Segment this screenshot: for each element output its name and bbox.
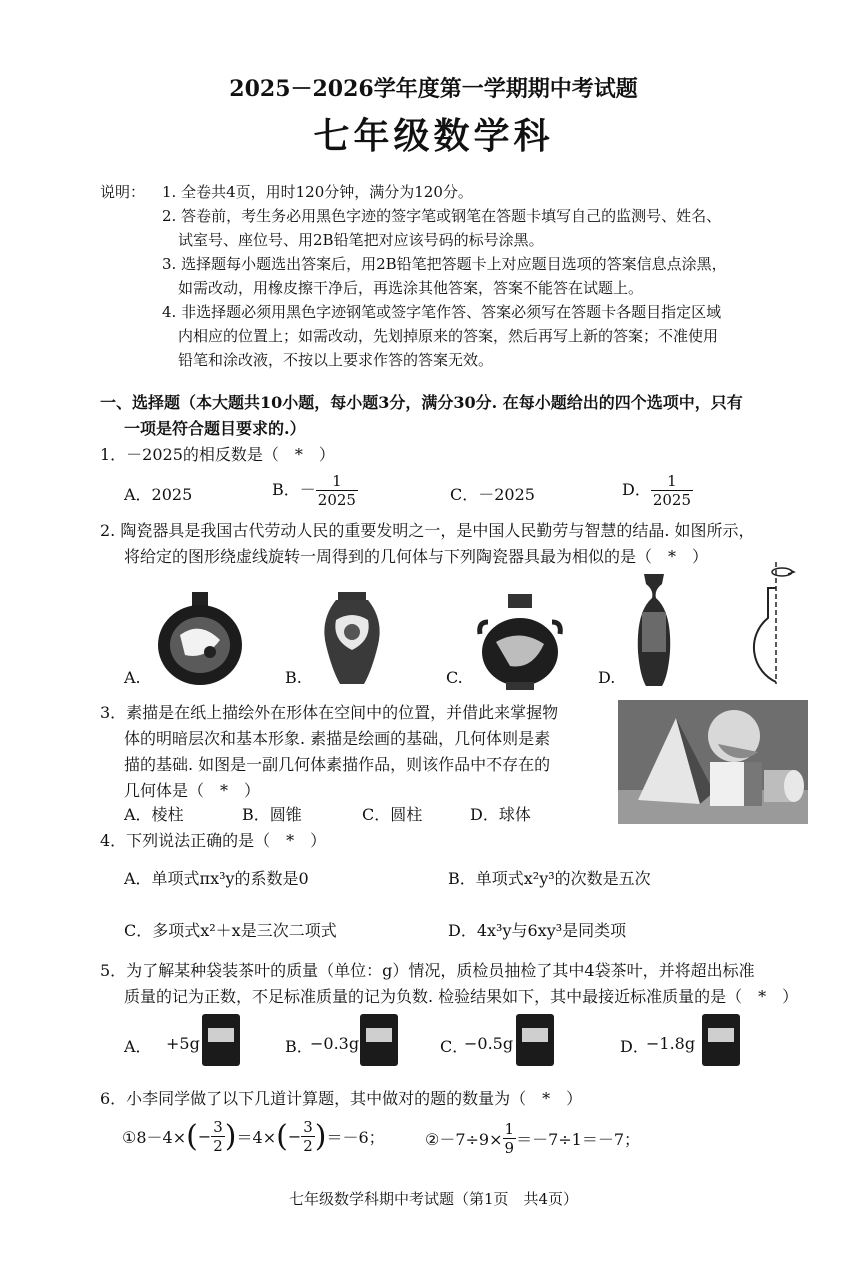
q3-option-a: A．棱柱: [124, 805, 184, 824]
q1-option-a: A．2025: [124, 485, 193, 504]
instruction-line: 试室号、座位号、用2B铅笔把对应该号码的标号涂黑。: [178, 231, 544, 249]
q5-option-d-label: D．: [620, 1037, 649, 1056]
q2-label-a: A.: [124, 668, 141, 687]
q6-expression-1: [122, 1118, 385, 1155]
geometry-sketch-image: [618, 700, 808, 824]
instruction-line: 铅笔和涂改液，不按以上要求作答的答案无效。: [178, 351, 494, 369]
q6-expression-2: [425, 1120, 640, 1157]
q3-line3: 描的基础. 如图是一副几何体素描作品，则该作品中不存在的: [124, 755, 551, 774]
section-heading: 一、选择题（本大题共10小题，每小题3分，满分30分. 在每小题给出的四个选项中，只有: [100, 393, 743, 412]
fraction: [651, 472, 693, 509]
denominator: 2025: [652, 491, 692, 509]
q5-line2: 质量的记为正数，不足标准质量的记为负数. 检验结果如下，其中最接近标准质量的是（ * ）: [124, 987, 799, 1006]
fraction: [301, 1118, 315, 1155]
tea-bag-a-image: [200, 1014, 242, 1066]
denominator: 2: [213, 1137, 223, 1155]
q4-option-b: B．单项式x²y³的次数是五次: [448, 869, 651, 888]
q1-option-d: [622, 472, 693, 509]
q3-line4: 几何体是（ * ）: [124, 781, 261, 800]
q4-option-d: D．4x³y与6xy³是同类项: [448, 921, 627, 940]
denominator: 9: [504, 1139, 515, 1157]
q2-line1: 2. 陶瓷器具是我国古代劳动人民的重要发明之一，是中国人民勤劳与智慧的结晶. 如图所示，: [100, 521, 755, 540]
q5-option-a-label: A．: [124, 1037, 152, 1056]
minus-sign: −: [287, 1127, 302, 1146]
q4-stem: 4．下列说法正确的是（ * ）: [100, 831, 327, 850]
q3-line1: 3．素描是在纸上描绘外在形体在空间中的位置，并借此来掌握物: [100, 703, 559, 722]
instruction-line: 3. 选择题每小题选出答案后，用2B铅笔把答题卡上对应题目选项的答案信息点涂黑，: [162, 255, 727, 273]
page-footer: 七年级数学科期中考试题（第1页 共4页）: [288, 1190, 579, 1208]
minus-sign: －: [299, 480, 316, 499]
instruction-line: 4. 非选择题必须用黑色字迹钢笔或签字笔作答、答案必须写在答题卡各题目指定区域: [162, 303, 722, 321]
expression-part: ①8－4×: [122, 1128, 187, 1147]
q5-option-b-value: −0.3g: [310, 1034, 360, 1053]
q2-label-b: B.: [285, 668, 302, 687]
subject-title: 七年级数学科: [313, 115, 554, 157]
denominator: 2025: [317, 491, 356, 509]
option-label: D．: [622, 480, 651, 499]
q2-line2: 将给定的图形绕虚线旋转一周得到的几何体与下列陶瓷器具最为相似的是（ * ）: [124, 547, 709, 566]
numerator: 1: [332, 472, 342, 490]
numerator: 1: [504, 1120, 515, 1138]
fraction: [211, 1118, 225, 1155]
q6-stem: 6．小李同学做了以下几道计算题，其中做对的题的数量为（ * ）: [100, 1089, 583, 1108]
denominator: 2: [303, 1137, 313, 1155]
q3-option-d: D．球体: [470, 805, 531, 824]
q1-stem: 1．－2025的相反数是（ * ）: [100, 445, 335, 464]
q1-option-c: C．－2025: [450, 485, 535, 504]
q5-option-d-value: −1.8g: [646, 1034, 696, 1053]
q3-option-c: C．圆柱: [362, 805, 423, 824]
q5-option-c-value: −0.5g: [464, 1034, 514, 1053]
left-paren: (: [186, 1118, 198, 1154]
instruction-line: 2. 答卷前，考生务必用黑色字迹的签字笔或钢笔在答题卡填写自己的监测号、姓名、: [162, 207, 722, 225]
q4-option-c: C．多项式x²＋x是三次二项式: [124, 921, 337, 940]
tea-bag-c-image: [514, 1014, 556, 1066]
vase-b-image: [312, 590, 392, 690]
fraction: [316, 472, 358, 509]
option-label: B．: [272, 480, 300, 499]
q5-option-b-label: B．: [285, 1037, 313, 1056]
q3-line2: 体的明暗层次和基本形象. 素描是绘画的基础，几何体则是素: [124, 729, 551, 748]
vase-c-image: [470, 592, 570, 692]
instructions-label: 说明：: [100, 183, 146, 201]
left-paren: (: [276, 1118, 288, 1154]
right-paren: ): [314, 1118, 327, 1154]
exam-title: 2025－2026学年度第一学期期中考试题: [229, 76, 638, 102]
section-heading-cont: 一项是符合题目要求的.）: [124, 419, 306, 438]
q2-label-c: C.: [446, 668, 463, 687]
instruction-line: 如需改动，用橡皮擦干净后，再选涂其他答案，答案不能答在试题上。: [178, 279, 644, 297]
rotation-figure: [728, 558, 808, 688]
q3-option-b: B．圆锥: [242, 805, 302, 824]
vase-d-image: [628, 572, 680, 690]
expression-part: ＝－6；: [326, 1128, 385, 1147]
tea-bag-b-image: [358, 1014, 400, 1066]
q5-option-a-value: +5g: [166, 1034, 200, 1053]
expression-part: ②－7÷9×: [425, 1130, 503, 1149]
numerator: 3: [213, 1118, 223, 1136]
minus-sign: −: [197, 1127, 212, 1146]
numerator: 3: [303, 1118, 313, 1136]
right-paren: ): [224, 1118, 237, 1154]
instruction-line: 内相应的位置上；如需改动，先划掉原来的答案，然后再写上新的答案；不准使用: [178, 327, 719, 345]
q1-option-b: [272, 472, 358, 509]
numerator: 1: [667, 472, 677, 490]
expression-part: ＝4×: [236, 1128, 277, 1147]
q4-option-a: A．单项式πx³y的系数是0: [124, 869, 309, 888]
q5-line1: 5．为了解某种袋装茶叶的质量（单位：g）情况，质检员抽检了其中4袋茶叶，并将超出标准: [100, 961, 755, 980]
vase-a-image: [150, 590, 250, 690]
instruction-line: 1. 全卷共4页，用时120分钟，满分为120分。: [162, 183, 473, 201]
q5-option-c-label: C．: [440, 1037, 469, 1056]
tea-bag-d-image: [700, 1014, 742, 1066]
expression-part: ＝－7÷1＝－7；: [516, 1130, 641, 1149]
q2-label-d: D.: [598, 668, 616, 687]
fraction: [503, 1120, 517, 1157]
